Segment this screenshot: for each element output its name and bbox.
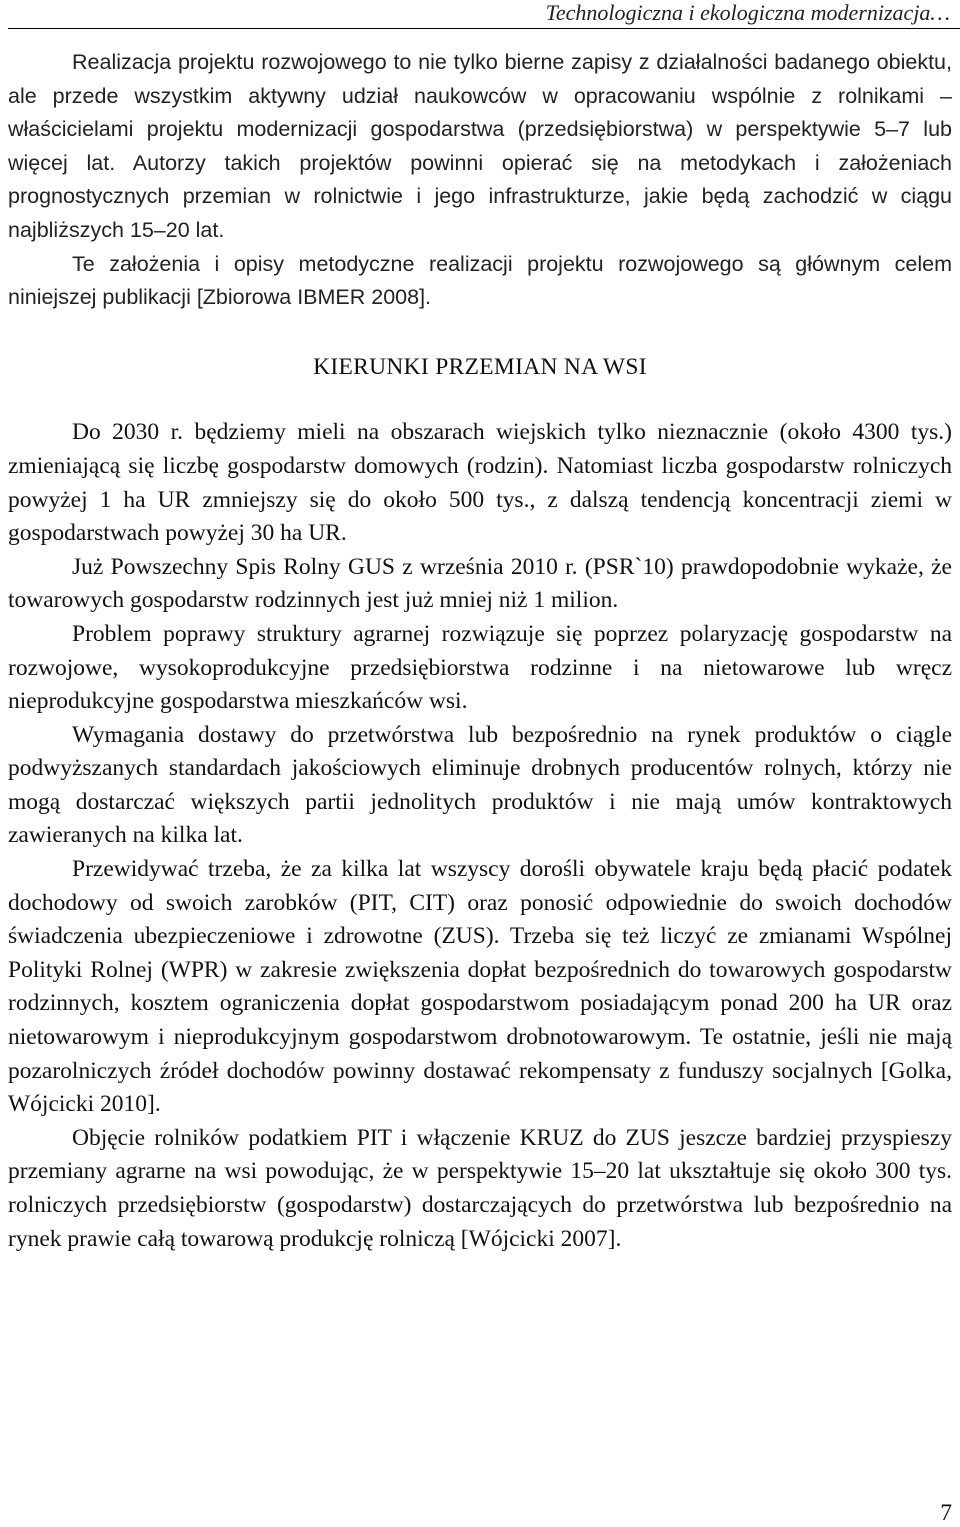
running-header: Technologiczna i ekologiczna modernizacja… <box>545 0 950 25</box>
body-text <box>8 46 952 1256</box>
paragraph-supply-requirements: Wymagania dostawy do przetwórstwa lub bezpośrednio na rynek produktów o ciągle podwyższanych standardach jakościowych eliminuje drobnych producentów rolnych, którzy nie mogą dostarczać większych partii jednolitych produktów i nie mają umów kontraktowych zawieranych na kilka lat. <box>8 721 952 849</box>
paragraph-census: Już Powszechny Spis Rolny GUS z września 2010 r. (PSR`10) prawdopodobnie wykaże, że towarowych gospodarstw rodzinnych jest już mniej niż 1 milion. <box>8 553 952 614</box>
paragraph-agrarian-structure: Problem poprawy struktury agrarnej rozwiązuje się poprzez polaryzację gospodarstw na rozwojowe, wysokoprodukcyjne przedsiębiorstwa rodzinne i na nietowarowe lub wręcz nieprodukcyjne gospodarstwa mieszkańców wsi. <box>8 620 952 715</box>
header-divider <box>8 28 960 29</box>
paragraph-taxation-forecast: Przewidywać trzeba, że za kilka lat wszyscy dorośli obywatele kraju będą płacić podatek dochodowy od swoich zarobków (PIT, CIT) oraz ponosić odpowiednie do swoich dochodów świadczenia ubezpieczeniowe i zdrowotne (ZUS). Trzeba się też liczyć ze zmianami Wspólnej Polityki Rolnej (WPR) w zakresie zwiększenia dopłat bezpośrednich do towarowych gospodarstw rodzinnych, kosztem ograniczenia dopłat gospodarstwom posiadającym ponad 200 ha UR oraz nietowarowym i nieprodukcyjnym gospodarstwom drobnotowarowym. Te ostatnie, jeśli nie mają pozarolniczych źródeł dochodów powinny dostawać rekompensaty z funduszy socjalnych [Golka, Wójcicki 2010]. <box>8 856 952 1118</box>
paragraph-project-intro: Realizacja projektu rozwojowego to nie tylko bierne zapisy z działalności badanego obiektu, ale przede wszystkim aktywny udział naukowców w opracowaniu wspólnie z rolnikami – właścicielami projektu modernizacji gospodarstwa (przedsiębiorstwa) w perspektywie 5–7 lub więcej lat. Autorzy takich projektów powinni opierać się na metodykach i założeniach prognostycznych przemian w rolnictwie i jego infrastrukturze, jakie będą zachodzić w ciągu najbliższych 15–20 lat. <box>8 50 952 242</box>
page-number: 7 <box>940 1500 952 1526</box>
paragraph-2030-forecast: Do 2030 r. będziemy mieli na obszarach wiejskich tylko nieznacznie (około 4300 tys.) zmieniającą się liczbę gospodarstw domowych (rodzin). Natomiast liczba gospodarstw rolniczych powyżej 1 ha UR zmniejszy się do około 500 tys., z dalszą tendencją koncentracji ziemi w gospodarstwach powyżej 30 ha UR. <box>8 419 952 547</box>
section-heading: KIERUNKI PRZEMIAN NA WSI <box>313 353 647 380</box>
paragraph-pit-kruz: Objęcie rolników podatkiem PIT i włączenie KRUZ do ZUS jeszcze bardziej przyspieszy przemiany agrarne na wsi powodując, że w perspektywie 15–20 lat ukształtuje się około 300 tys. rolniczych przedsiębiorstw (gospodarstw) dostarczających do przetwórstwa lub bezpośrednio na rynek prawie całą towarową produkcję rolniczą [Wójcicki 2007]. <box>8 1124 952 1252</box>
paragraph-publication-aim: Te założenia i opisy metodyczne realizacji projektu rozwojowego są głównym celem niniejszej publikacji [Zbiorowa IBMER 2008]. <box>8 251 952 310</box>
